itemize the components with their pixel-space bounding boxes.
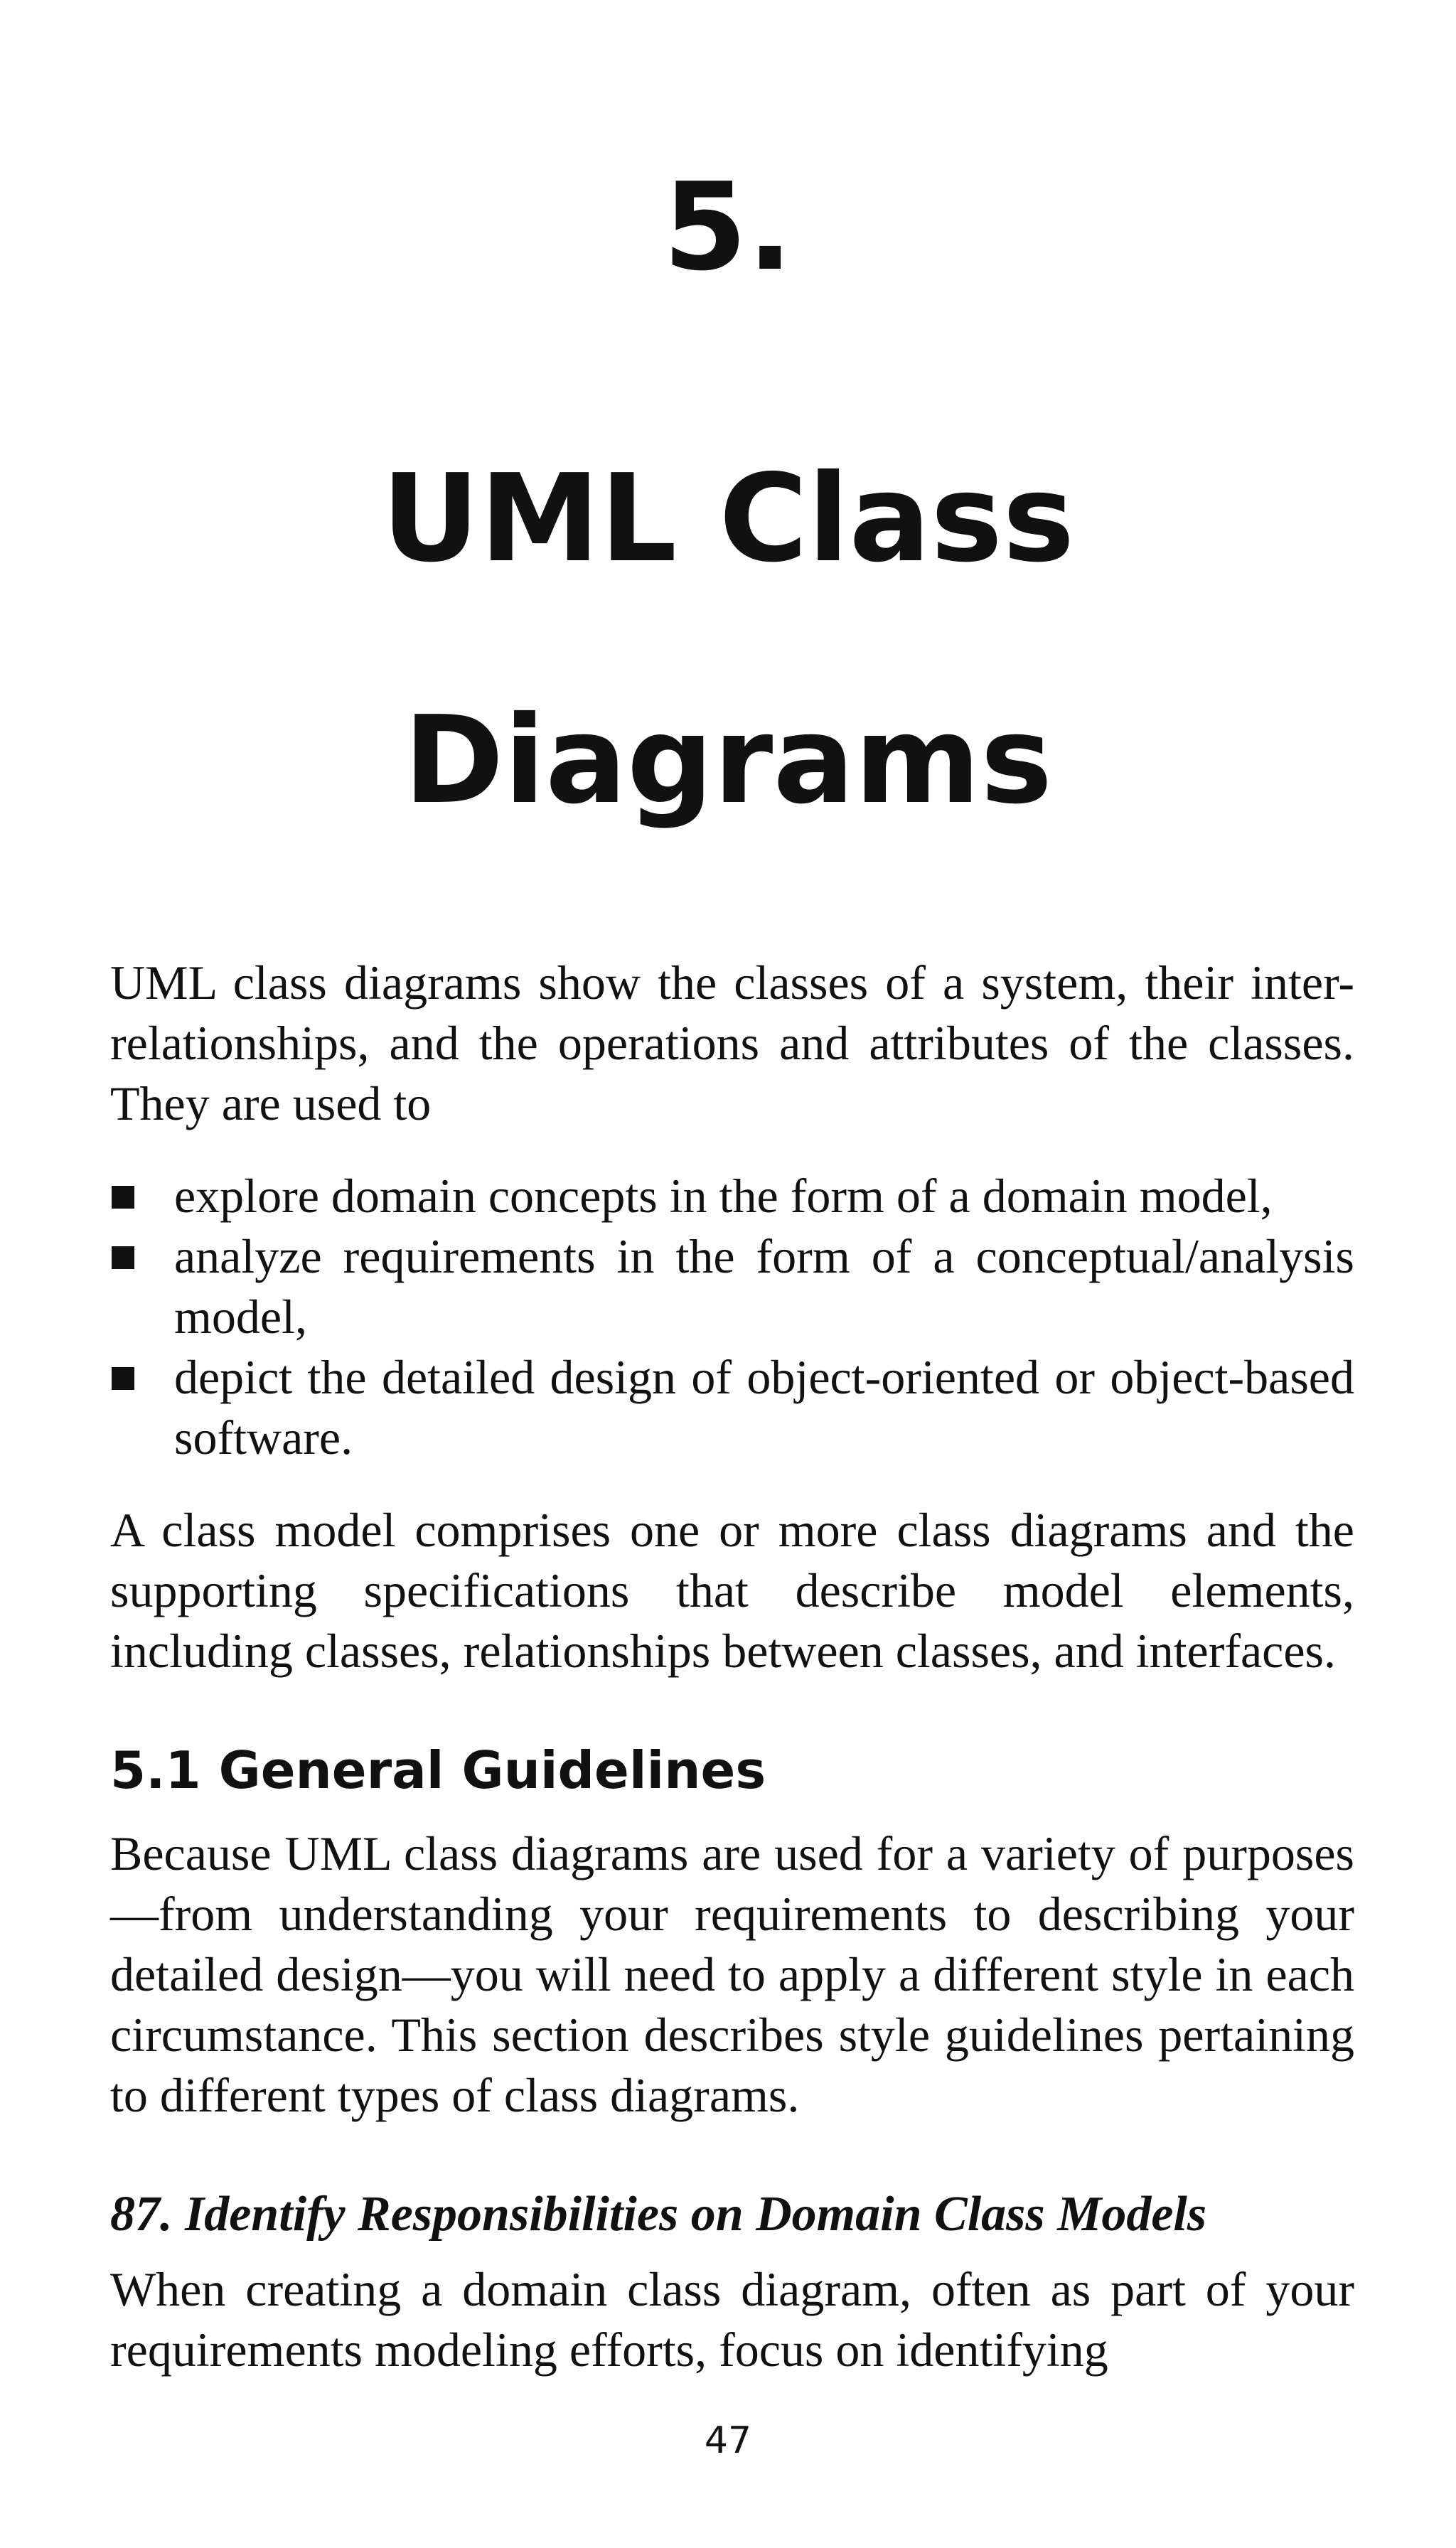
list-item <box>110 1226 1354 1347</box>
chapter-title-line-2: Diagrams <box>403 690 1053 831</box>
chapter-title <box>0 398 1456 882</box>
class-model-paragraph: A class model comprises one or more class diagrams and the supporting specifications that describe model elements, including classes, relationships between classes, and interfaces. <box>110 1503 1354 1678</box>
list-item <box>110 1166 1354 1226</box>
intro-paragraph: UML class diagrams show the classes of a system, their inter-relationships, and the operations and attributes of the classes. They are used to <box>110 956 1354 1130</box>
guideline-paragraph: When creating a domain class diagram, often as part of your requirements modeling efforts, focus on identifying <box>110 2262 1354 2377</box>
list-item-text: explore domain concepts in the form of a domain model, <box>174 1169 1273 1223</box>
usage-bullet-list <box>110 1166 1354 1468</box>
list-item-text: depict the detailed design of object-oriented or object-based software. <box>174 1350 1354 1465</box>
chapter-title-line-1: UML Class <box>381 449 1075 589</box>
bullet-square-icon <box>112 1367 134 1390</box>
guideline-heading: 87. Identify Responsibilities on Domain Class Models <box>110 2187 1207 2242</box>
list-item <box>110 1347 1354 1468</box>
bullet-square-icon <box>112 1186 134 1209</box>
section-heading: 5.1 General Guidelines <box>110 1740 766 1800</box>
chapter-number: 5. <box>663 157 793 298</box>
bullet-square-icon <box>112 1246 134 1269</box>
general-guidelines-paragraph: Because UML class diagrams are used for a variety of purposes—from understanding your requirements to describing your detailed design—you will need to apply a different style in each circumstance. This section describes style guidelines pertaining to different types of class diagrams. <box>110 1826 1354 2122</box>
page-number: 47 <box>704 2419 752 2462</box>
list-item-text: analyze requirements in the form of a conceptual/analysis model, <box>174 1229 1354 1344</box>
